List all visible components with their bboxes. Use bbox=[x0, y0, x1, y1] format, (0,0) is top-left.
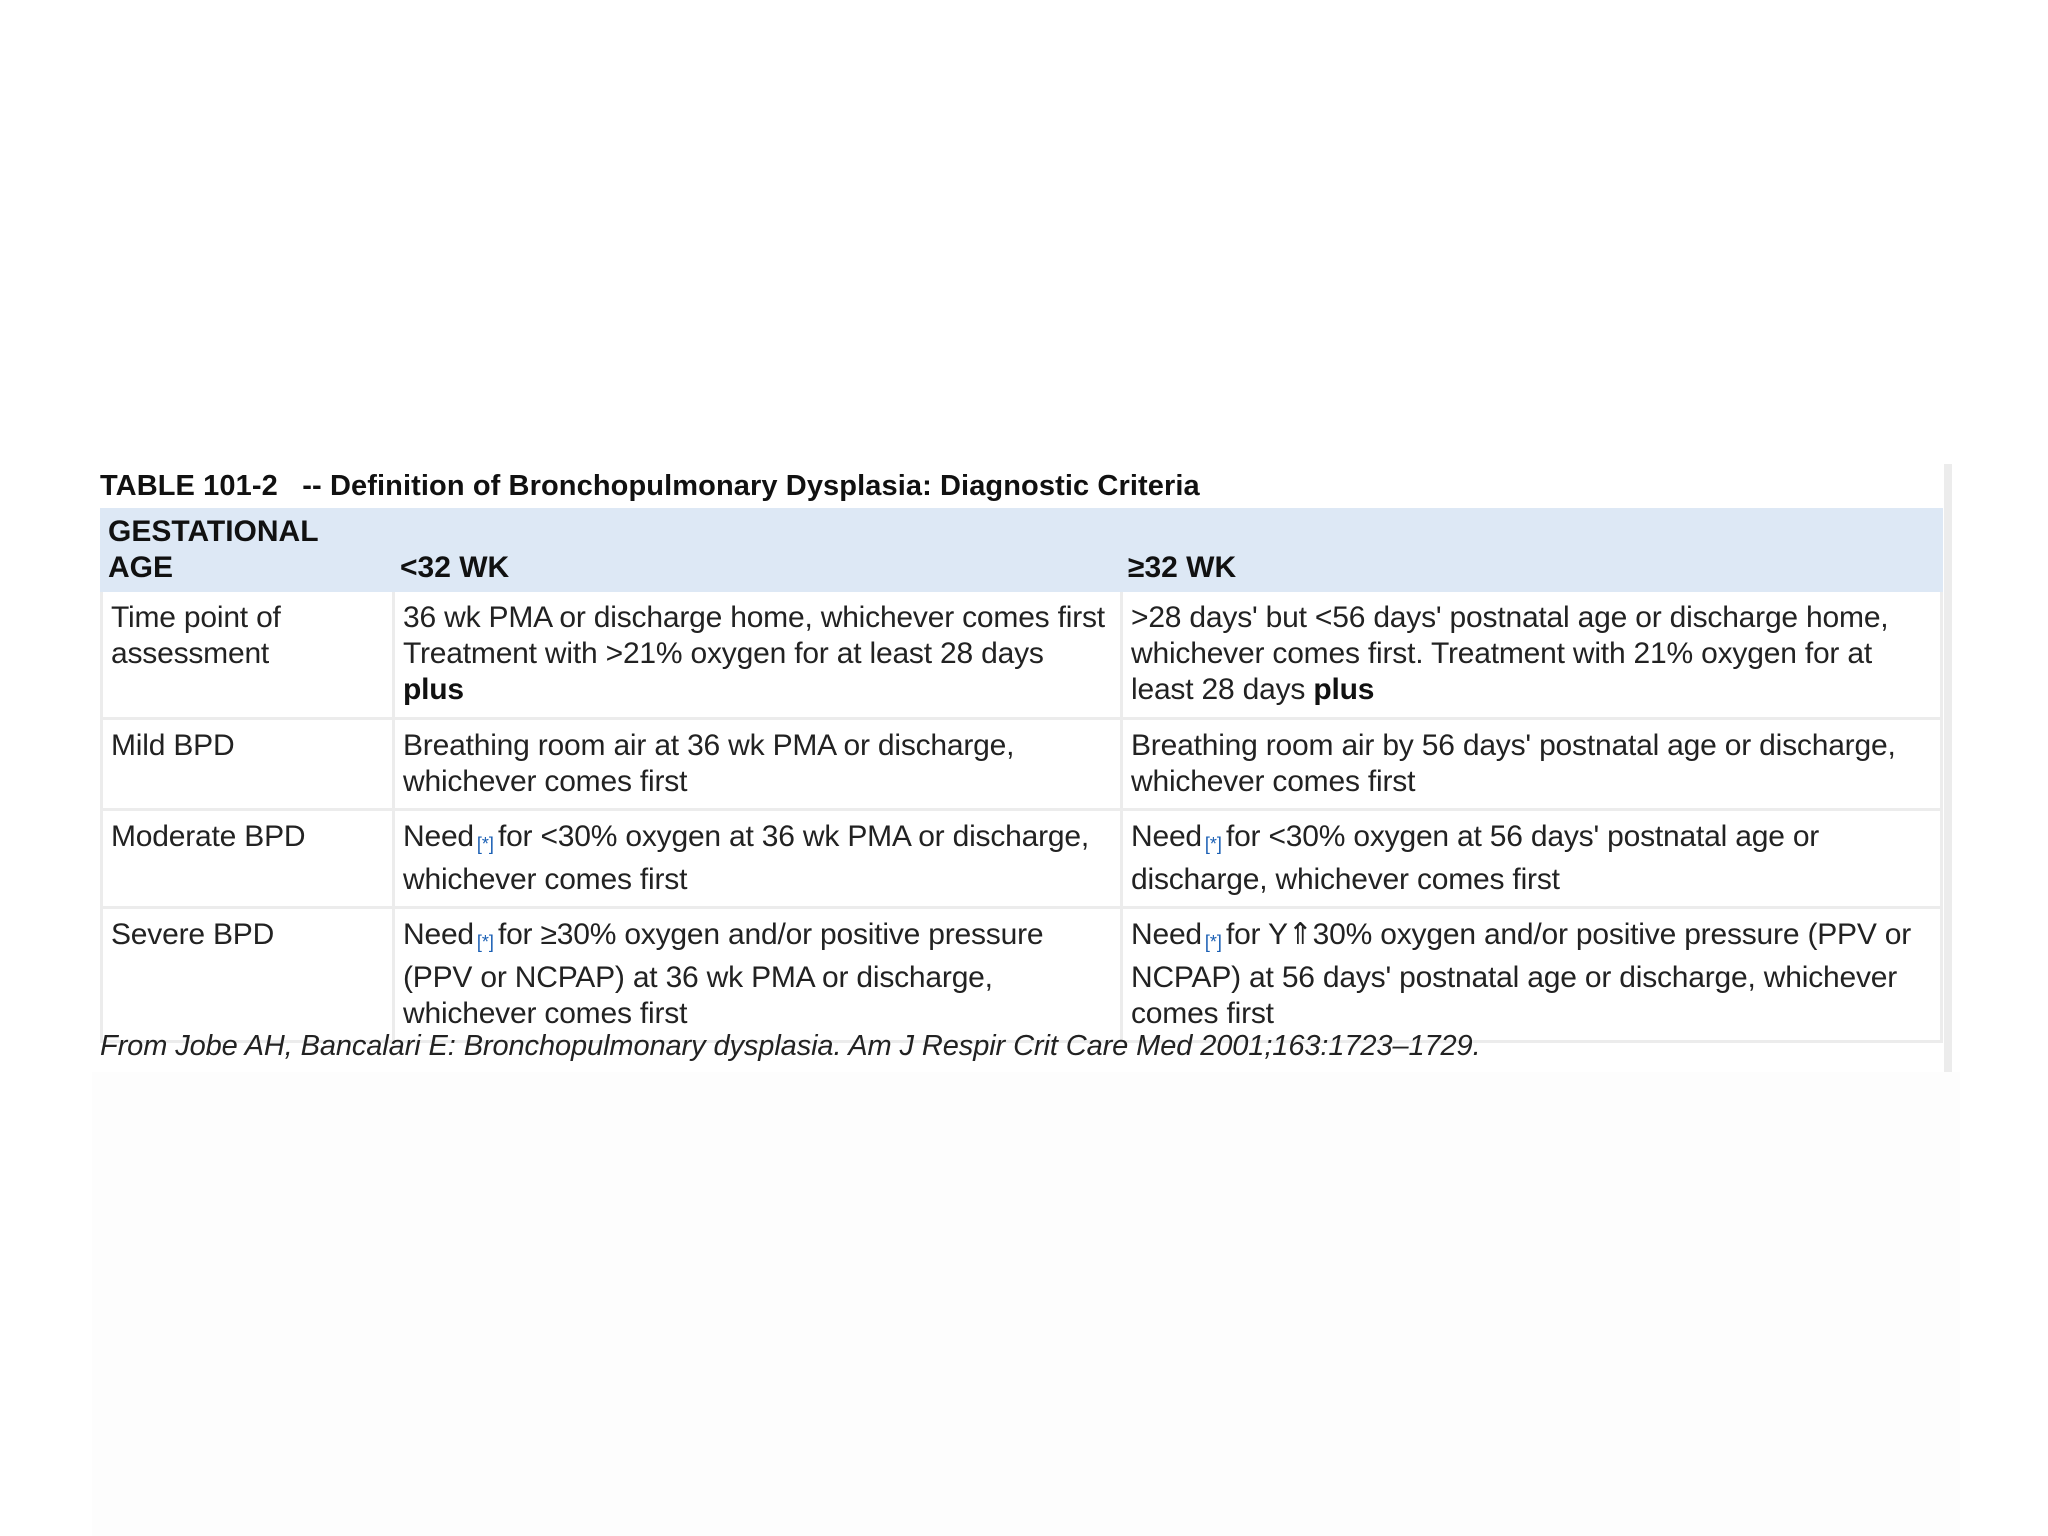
cell-text-pre: Need bbox=[403, 820, 474, 853]
cell-mild-32-or-more: Breathing room air by 56 days' postnatal age or discharge, whichever comes first bbox=[1120, 720, 1943, 811]
cell-text-pre: Need bbox=[403, 918, 474, 951]
plus-keyword: plus bbox=[1313, 673, 1375, 706]
cell-text-pre: Need bbox=[1131, 820, 1202, 853]
footnote-link[interactable]: [*] bbox=[1204, 834, 1222, 854]
header-32-wk-or-more: ≥32 WK bbox=[1120, 508, 1943, 592]
table-row-mild-bpd bbox=[100, 720, 1943, 811]
header-gestational-age-line2: AGE bbox=[108, 551, 174, 584]
cell-text-post: for <30% oxygen at 56 days' postnatal age or discharge, whichever comes first bbox=[1131, 820, 1820, 896]
plus-keyword: plus bbox=[403, 673, 464, 706]
cell-text: 36 wk PMA or discharge home, whichever comes first Treatment with >21% oxygen for at least 28 days bbox=[403, 601, 1105, 670]
cell-text-post: for <30% oxygen at 36 wk PMA or discharge, whichever comes first bbox=[403, 820, 1090, 896]
cell-text: >28 days' but <56 days' postnatal age or discharge home, whichever comes first. Treatment with 21% oxygen for at least 28 days bbox=[1131, 601, 1889, 706]
row-label-time-point: Time point of assessment bbox=[100, 592, 392, 720]
footnote-link[interactable]: [*] bbox=[1204, 932, 1222, 952]
footnote-link[interactable]: [*] bbox=[476, 932, 494, 952]
cell-text-post: for ≥30% oxygen and/or positive pressure (PPV or NCPAP) at 36 wk PMA or discharge, whichever comes first bbox=[403, 918, 1044, 1030]
cell-time-point-32-or-more bbox=[1120, 592, 1943, 720]
header-gestational-age-line1: GESTATIONAL bbox=[108, 515, 319, 548]
cell-text-pre: Need bbox=[1131, 918, 1202, 951]
header-gestational-age bbox=[100, 508, 392, 592]
table-title: TABLE 101-2 -- Definition of Bronchopulmonary Dysplasia: Diagnostic Criteria bbox=[100, 470, 1200, 502]
cell-mild-under-32: Breathing room air at 36 wk PMA or discharge, whichever comes first bbox=[392, 720, 1120, 811]
row-label-moderate-bpd: Moderate BPD bbox=[100, 811, 392, 909]
cell-severe-32-or-more bbox=[1120, 909, 1943, 1043]
header-under-32-wk: <32 WK bbox=[392, 508, 1120, 592]
cell-moderate-32-or-more bbox=[1120, 811, 1943, 909]
cell-time-point-under-32 bbox=[392, 592, 1120, 720]
header-row bbox=[100, 508, 1943, 592]
row-label-severe-bpd: Severe BPD bbox=[100, 909, 392, 1043]
cell-moderate-under-32 bbox=[392, 811, 1120, 909]
table-figure bbox=[100, 464, 1952, 1072]
table-row-severe-bpd bbox=[100, 909, 1943, 1043]
table-row-time-point bbox=[100, 592, 1943, 720]
cell-text-post: for Y⇑30% oxygen and/or positive pressure (PPV or NCPAP) at 56 days' postnatal age or discharge, whichever comes first bbox=[1131, 918, 1912, 1030]
cell-severe-under-32 bbox=[392, 909, 1120, 1043]
bpd-criteria-table bbox=[100, 508, 1943, 1043]
row-label-mild-bpd: Mild BPD bbox=[100, 720, 392, 811]
page-background-shade bbox=[92, 1072, 1960, 1536]
footnote-link[interactable]: [*] bbox=[476, 834, 494, 854]
source-citation: From Jobe AH, Bancalari E: Bronchopulmonary dysplasia. Am J Respir Crit Care Med 2001;163:1723–1729. bbox=[100, 1030, 1481, 1062]
table-row-moderate-bpd bbox=[100, 811, 1943, 909]
